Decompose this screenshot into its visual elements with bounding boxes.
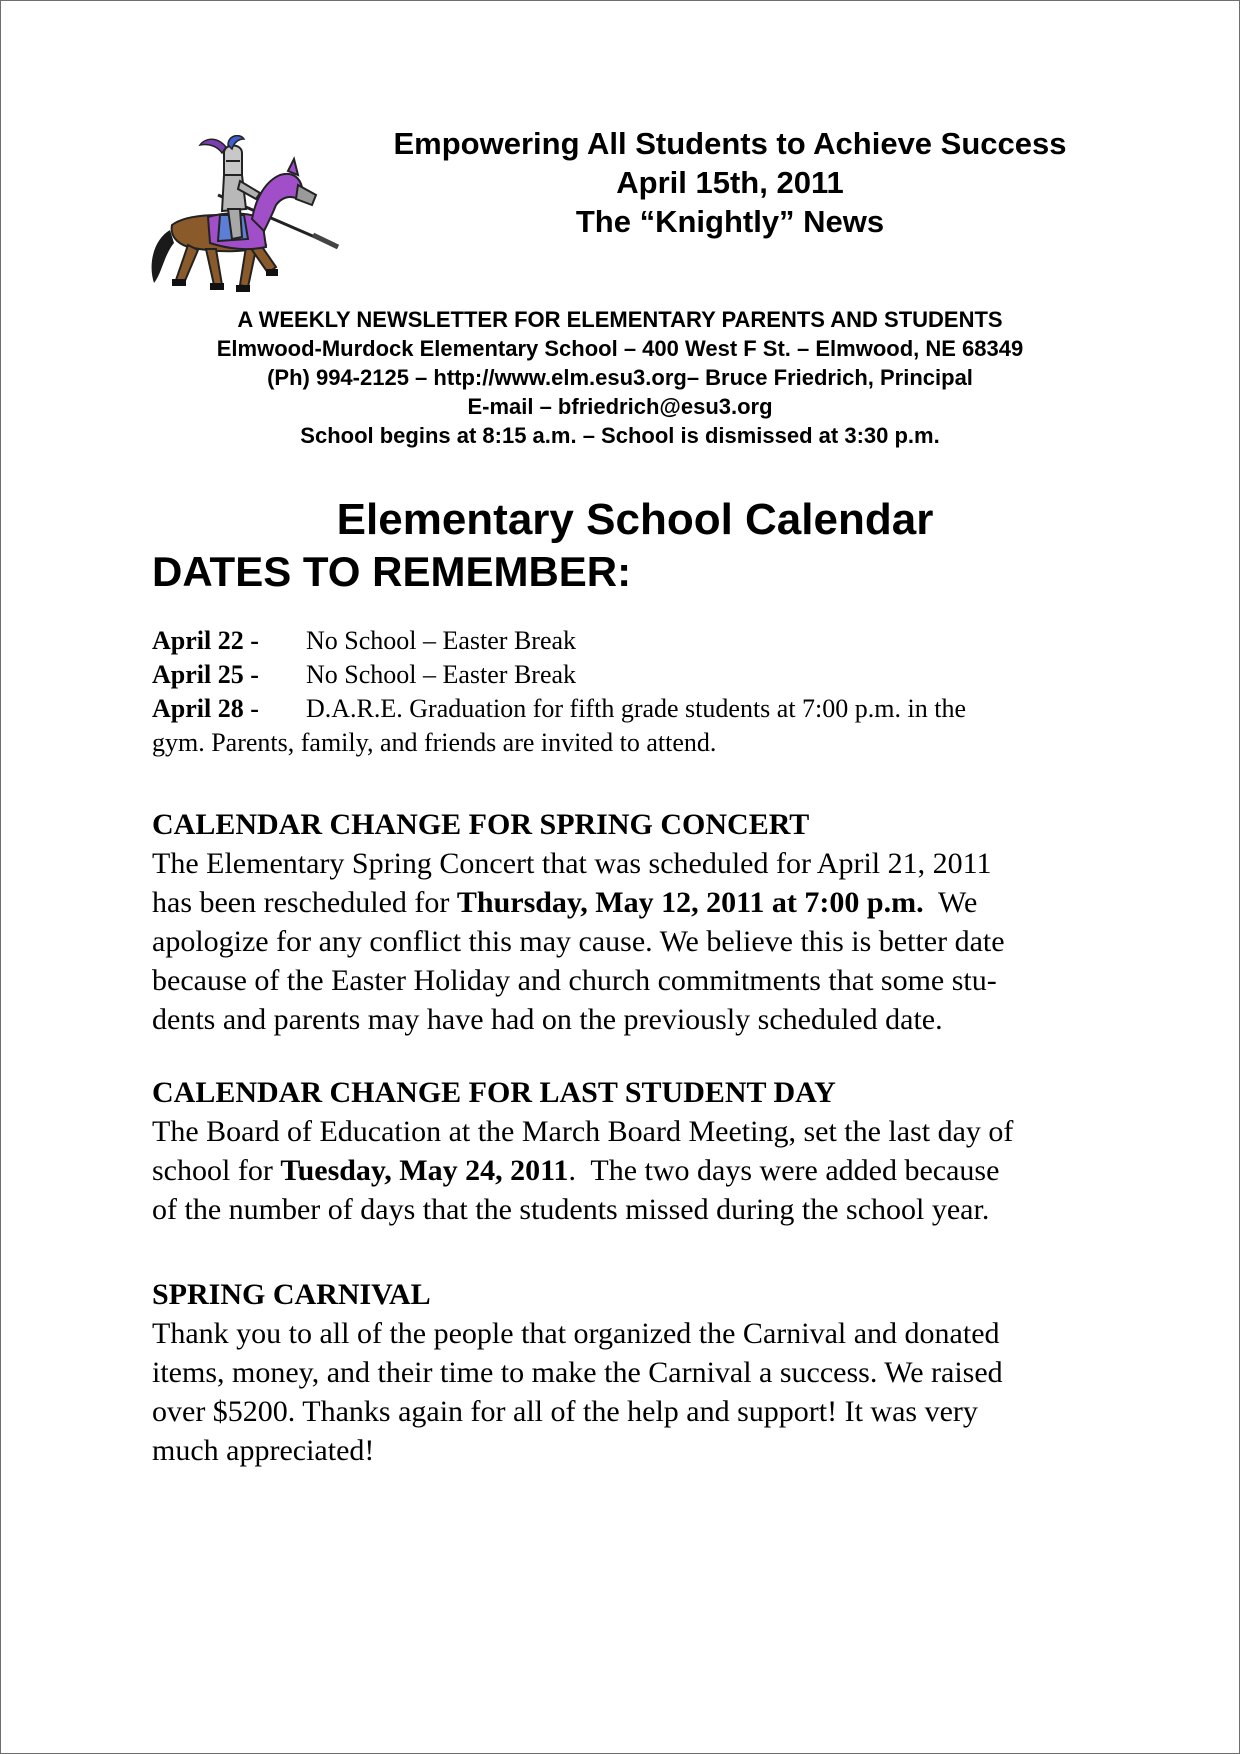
date-text: D.A.R.E. Graduation for fifth grade students at 7:00 p.m. in the [306,694,966,723]
paragraph-line: The Board of Education at the March Board Meeting, set the last day of [152,1115,1014,1148]
date-label: April 28 - [152,694,259,723]
date-item [152,692,1082,726]
paragraph-line [152,883,1112,922]
last-day-date: Tuesday, May 24, 2011 [280,1154,569,1187]
date-item [152,658,1082,692]
paragraph-line [152,1151,1112,1190]
newsletter-name: The “Knightly” News [575,204,885,239]
paragraph-line: Thank you to all of the people that organized the Carnival and donated [152,1317,1000,1350]
carnival-section [152,1275,1112,1470]
date-item [152,624,1082,658]
school-hours: School begins at 8:15 a.m. – School is dismissed at 3:30 p.m. [300,423,940,448]
section-heading: SPRING CARNIVAL [152,1278,431,1311]
paragraph-line: of the number of days that the students missed during the school year. [152,1193,990,1226]
paragraph-line: over $5200. Thanks again for all of the help and support! It was very [152,1395,978,1428]
concert-new-date: Thursday, May 12, 2011 at 7:00 p.m. [456,886,924,919]
school-info [70,305,1170,450]
paragraph-line: The Elementary Spring Concert that was scheduled for April 21, 2011 [152,847,992,880]
section-heading: CALENDAR CHANGE FOR LAST STUDENT DAY [152,1076,836,1109]
section-heading: CALENDAR CHANGE FOR SPRING CONCERT [152,808,810,841]
date-text: No School – Easter Break [306,660,577,689]
school-address: Elmwood-Murdock Elementary School – 400 West F St. – Elmwood, NE 68349 [216,336,1024,361]
text-run: . The two days were added because [568,1154,1000,1187]
text-run: school for [152,1154,281,1187]
tagline: A WEEKLY NEWSLETTER FOR ELEMENTARY PARENTS AND STUDENTS [237,307,1003,332]
motto: Empowering All Students to Achieve Success [393,126,1067,161]
text-run: We [923,886,978,919]
dates-heading: DATES TO REMEMBER: [152,548,632,595]
masthead [350,124,1110,241]
school-contact: (Ph) 994-2125 – http://www.elm.esu3.org– Bruce Friedrich, Principal [267,365,973,390]
knight-on-horse-icon [148,135,340,295]
paragraph-line: because of the Easter Holiday and church commitments that some stu- [152,964,997,997]
paragraph-line: dents and parents may have had on the previously scheduled date. [152,1003,943,1036]
calendar-title: Elementary School Calendar [336,495,934,544]
paragraph-line: apologize for any conflict this may cause. We believe this is better date [152,925,1005,958]
text-run: has been rescheduled for [152,886,457,919]
paragraph-line: items, money, and their time to make the Carnival a success. We raised [152,1356,1003,1389]
date-label: April 25 - [152,660,259,689]
last-day-section [152,1073,1112,1229]
issue-date: April 15th, 2011 [616,165,844,200]
date-text-continuation: gym. Parents, family, and friends are invited to attend. [152,728,717,757]
date-label: April 22 - [152,626,259,655]
dates-list [152,624,1082,760]
date-text: No School – Easter Break [306,626,577,655]
concert-section [152,805,1112,1039]
principal-email: E-mail – bfriedrich@esu3.org [467,394,773,419]
paragraph-line: much appreciated! [152,1434,375,1467]
